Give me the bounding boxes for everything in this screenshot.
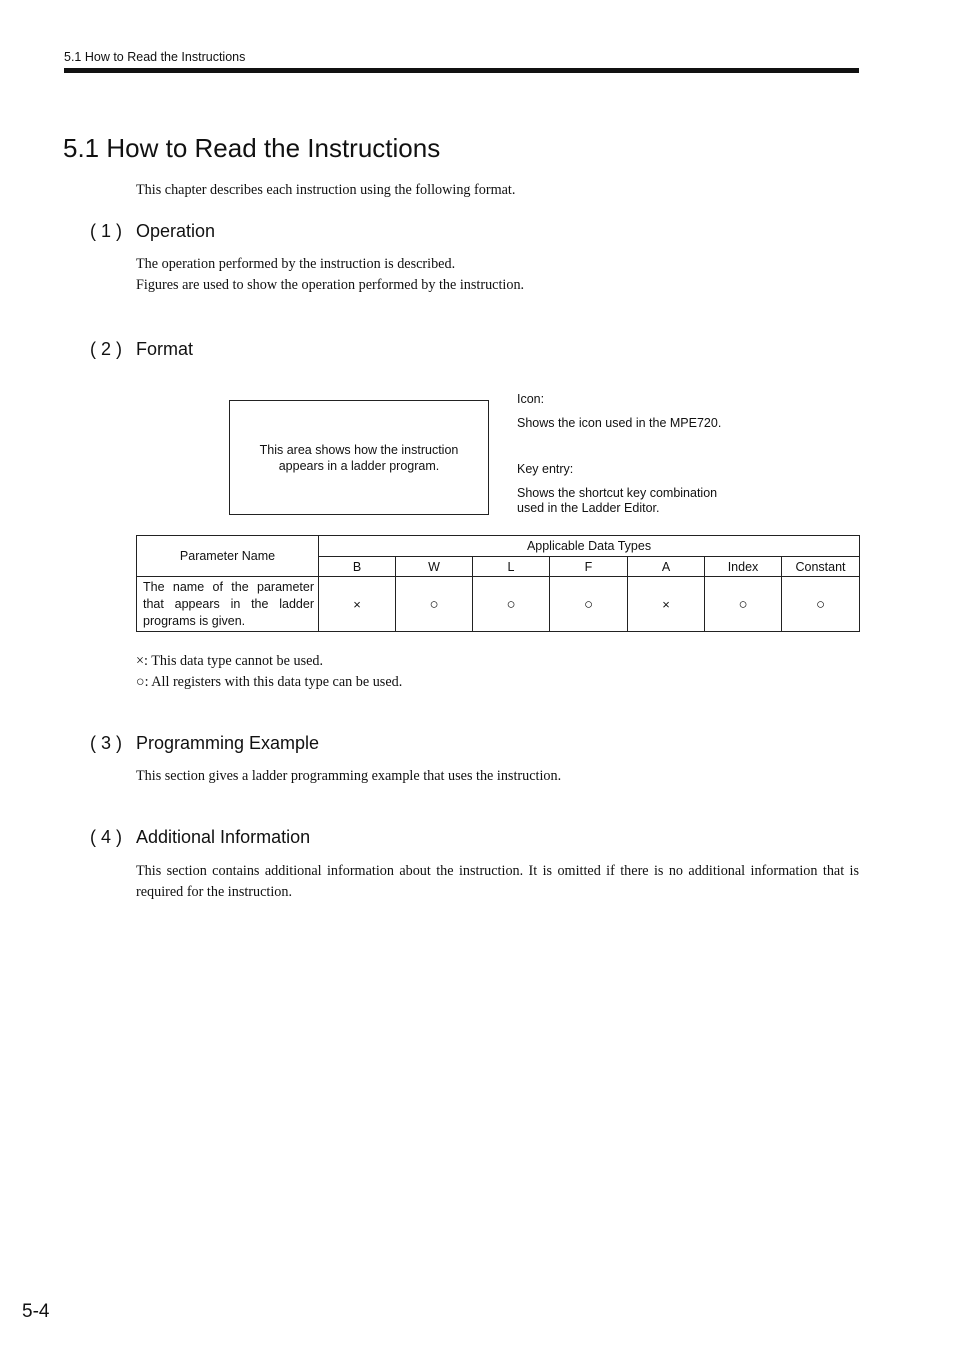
subsection-title: Format: [136, 339, 194, 359]
additional-information-text: This section contains additional information about the instruction. It is omitted if there is no additional information that is required for the instruction.: [136, 863, 859, 900]
mark-w: ○: [396, 577, 473, 632]
column-header-constant: Constant: [782, 557, 860, 577]
column-header-f: F: [550, 557, 628, 577]
legend-cross: [136, 651, 323, 672]
key-entry-label: Key entry:: [517, 462, 574, 476]
subsection-number: ( 4 ): [90, 827, 123, 847]
running-header: 5.1 How to Read the Instructions: [64, 50, 246, 64]
column-header-index: Index: [705, 557, 782, 577]
cross-symbol: ×: [136, 653, 145, 669]
ladder-box-text: This area shows how the instruction appears in a ladder program.: [259, 442, 459, 473]
ladder-program-box: [229, 400, 489, 515]
circle-symbol: ○: [136, 674, 145, 690]
mark-b: ×: [319, 577, 396, 632]
legend-circle: [136, 672, 402, 693]
icon-description: Shows the icon used in the MPE720.: [517, 416, 722, 430]
column-header-l: L: [473, 557, 550, 577]
parameter-name-header: Parameter Name: [137, 536, 319, 577]
programming-example-text: This section gives a ladder programming example that uses the instruction.: [136, 768, 562, 784]
mark-a: ×: [628, 577, 705, 632]
subsection-title: Programming Example: [136, 733, 320, 753]
column-header-b: B: [319, 557, 396, 577]
subsection-title: Operation: [136, 221, 216, 241]
mark-f: ○: [550, 577, 628, 632]
operation-line-2: Figures are used to show the operation performed by the instruction.: [136, 277, 525, 293]
subsection-heading-programming-example: [90, 733, 319, 754]
subsection-heading-format: [90, 339, 193, 360]
legend-cross-text: : This data type cannot be used.: [144, 653, 324, 669]
subsection-heading-additional-information: [90, 827, 310, 848]
header-rule: [64, 68, 859, 73]
icon-label: Icon:: [517, 392, 545, 406]
column-header-w: W: [396, 557, 473, 577]
applicable-data-types-header: Applicable Data Types: [319, 536, 860, 557]
parameter-description-cell: The name of the parameter that appears in the ladder programs is given.: [137, 577, 319, 632]
mark-index: ○: [705, 577, 782, 632]
subsection-number: ( 1 ): [90, 221, 123, 241]
subsection-number: ( 2 ): [90, 339, 123, 359]
section-intro: This chapter describes each instruction using the following format.: [136, 182, 516, 198]
subsection-heading-operation: [90, 221, 215, 242]
operation-line-1: The operation performed by the instruction is described.: [136, 256, 456, 272]
page-number: 5-4: [22, 1301, 50, 1322]
mark-constant: ○: [782, 577, 860, 632]
column-header-a: A: [628, 557, 705, 577]
applicable-data-types-table: [136, 535, 860, 632]
mark-l: ○: [473, 577, 550, 632]
table-row: [137, 577, 860, 632]
subsection-number: ( 3 ): [90, 733, 123, 753]
subsection-title: Additional Information: [136, 827, 311, 847]
key-entry-description-line-2: used in the Ladder Editor.: [517, 501, 660, 515]
legend-circle-text: : All registers with this data type can be used.: [144, 674, 403, 690]
key-entry-description-line-1: Shows the shortcut key combination: [517, 486, 718, 500]
section-title: 5.1 How to Read the Instructions: [63, 133, 441, 163]
